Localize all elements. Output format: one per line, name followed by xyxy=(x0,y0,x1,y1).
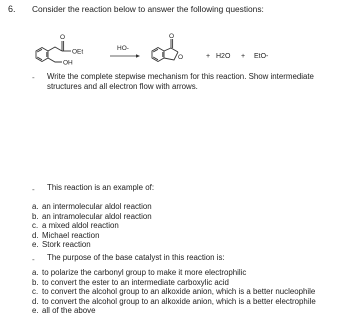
product-label-ring-o: O xyxy=(178,54,184,61)
list-item: e. all of the above xyxy=(32,306,96,316)
list-item: d. to convert the alcohol group to an alkoxide anion, which is a better electrophile xyxy=(32,296,316,306)
question-prompt: Consider the reaction below to answer the following questions: xyxy=(32,4,264,14)
part-2-text: This reaction is an example of: xyxy=(47,183,155,192)
list-item: c. a mixed aldol reaction xyxy=(32,221,119,231)
reactant-label-oh: OH xyxy=(63,59,73,67)
reactant-label-oet: OEt xyxy=(72,48,84,56)
list-item: b. an intramolecular aldol reaction xyxy=(32,211,152,221)
question-number: 6. xyxy=(8,4,16,14)
list-item: c. to convert the alcohol group to an alkoxide anion, which is a better nucleophile xyxy=(32,287,316,297)
product-structure xyxy=(152,39,178,62)
list-item: d. Michael reaction xyxy=(32,230,100,240)
reagent-label: HO- xyxy=(117,45,129,52)
plus-sign-1: + xyxy=(206,53,211,60)
part-2-bullet: - xyxy=(32,185,35,194)
part-1-bullet: - xyxy=(32,73,35,82)
list-item: b. to convert the ester to an intermediate carboxylic acid xyxy=(32,277,229,287)
part-3-bullet: - xyxy=(32,255,35,264)
reaction-arrow xyxy=(110,54,140,58)
list-item: e. Stork reaction xyxy=(32,240,91,250)
reaction-scheme xyxy=(0,30,350,76)
reactant-label-o: O xyxy=(60,34,66,41)
plus-sign-2: + xyxy=(241,53,246,60)
ethoxide-label: EtO- xyxy=(254,53,269,60)
part-1-text: Write the complete stepwise mechanism for this reaction. Show intermediate structures and all electron flow with arrows. xyxy=(47,72,314,92)
product-label-carbonyl-o: O xyxy=(169,33,175,40)
list-item: a. an intermolecular aldol reaction xyxy=(32,202,152,211)
list-item: a. to polarize the carbonyl group to make it more electrophilic xyxy=(32,268,247,277)
part-2-options xyxy=(32,202,152,250)
part-3-text: The purpose of the base catalyst in this reaction is: xyxy=(47,253,225,262)
part-3-options xyxy=(32,268,316,316)
water-label: H2O xyxy=(216,53,231,60)
